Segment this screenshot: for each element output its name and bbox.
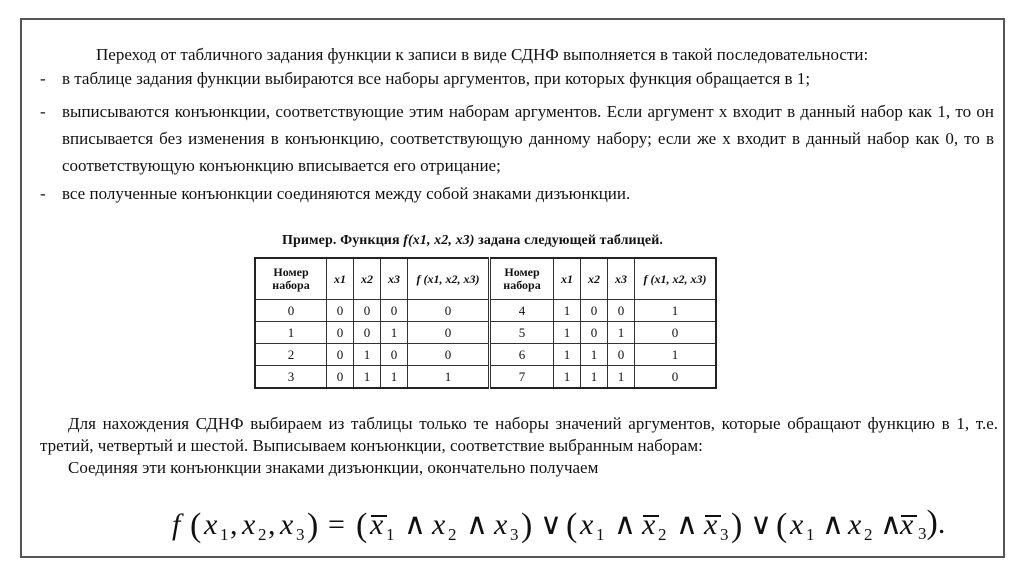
table-cell: 0 <box>408 300 490 322</box>
svg-text:∧: ∧ <box>614 508 636 541</box>
svg-text:x: x <box>642 508 656 541</box>
svg-text:(: ( <box>776 507 788 544</box>
steps-list <box>36 68 994 205</box>
header-function-2: f (x1, x2, x3) <box>635 258 717 300</box>
table-cell: 0 <box>608 344 635 366</box>
table-cell: 0 <box>354 322 381 344</box>
table-cell: 7 <box>490 366 554 389</box>
table-cell: 1 <box>581 344 608 366</box>
svg-text:∧: ∧ <box>880 508 902 541</box>
svg-text:∧: ∧ <box>466 508 488 541</box>
header-x3-2: x3 <box>608 258 635 300</box>
intro-paragraph: Переход от табличного задания функции к записи в виде СДНФ выполняется в такой последовательности: <box>96 45 869 64</box>
header-x3: x3 <box>381 258 408 300</box>
svg-text:2: 2 <box>864 525 873 544</box>
table-cell: 0 <box>327 366 354 389</box>
table-cell: 1 <box>354 344 381 366</box>
svg-text:2: 2 <box>658 525 667 544</box>
svg-text:3: 3 <box>296 525 305 544</box>
svg-text:(: ( <box>356 507 368 544</box>
table-cell: 0 <box>327 300 354 322</box>
svg-text:): ) <box>307 507 319 544</box>
svg-text:(: ( <box>190 507 202 544</box>
table-cell: 1 <box>554 344 581 366</box>
svg-text:x: x <box>704 508 718 541</box>
table-cell: 0 <box>408 322 490 344</box>
table-cell: 1 <box>408 366 490 389</box>
table-cell: 0 <box>354 300 381 322</box>
svg-text:x: x <box>790 508 804 541</box>
table-cell: 6 <box>490 344 554 366</box>
table-cell: 1 <box>354 366 381 389</box>
formula-tail: $_3$). <box>918 504 946 543</box>
svg-text:,: , <box>230 508 238 541</box>
table-cell: 4 <box>490 300 554 322</box>
svg-text:=: = <box>328 508 345 541</box>
svg-text:1: 1 <box>386 525 395 544</box>
example-caption-tail: задана следующей таблицей. <box>474 233 663 248</box>
svg-text:x: x <box>280 508 294 541</box>
svg-text:∨: ∨ <box>750 508 772 541</box>
example-caption-lead: Пример. <box>282 233 337 248</box>
table-row <box>255 366 716 389</box>
table-cell: 0 <box>635 322 717 344</box>
svg-text:∨: ∨ <box>540 508 562 541</box>
table-cell: 3 <box>255 366 327 389</box>
svg-text:x: x <box>432 508 446 541</box>
table-cell: 0 <box>255 300 327 322</box>
header-x1-2: x1 <box>554 258 581 300</box>
svg-text:1: 1 <box>806 525 815 544</box>
table-cell: 1 <box>608 366 635 389</box>
svg-text:2: 2 <box>258 525 267 544</box>
svg-text:3: 3 <box>510 525 519 544</box>
svg-text:f: f <box>172 508 181 541</box>
table-cell: 5 <box>490 322 554 344</box>
table-cell: 2 <box>255 344 327 366</box>
header-set-number: Номер набора <box>255 258 327 300</box>
table-cell: 0 <box>327 344 354 366</box>
svg-text:∧: ∧ <box>404 508 426 541</box>
table-cell: 1 <box>608 322 635 344</box>
table-cell: 1 <box>381 322 408 344</box>
table-cell: 0 <box>635 366 717 389</box>
table-row <box>255 322 716 344</box>
table-cell: 1 <box>381 366 408 389</box>
header-x2: x2 <box>354 258 381 300</box>
table-cell: 0 <box>381 344 408 366</box>
table-cell: 1 <box>581 366 608 389</box>
table-cell: 1 <box>635 344 717 366</box>
header-x1: x1 <box>327 258 354 300</box>
table-cell: 1 <box>554 322 581 344</box>
table-cell: 0 <box>608 300 635 322</box>
svg-text:,: , <box>268 508 276 541</box>
svg-text:1: 1 <box>220 525 229 544</box>
svg-text:(: ( <box>566 507 578 544</box>
example-caption-text: Функция <box>336 233 404 248</box>
svg-text:x: x <box>848 508 862 541</box>
svg-text:x: x <box>580 508 594 541</box>
table-cell: 0 <box>327 322 354 344</box>
svg-text:x: x <box>370 508 384 541</box>
svg-text:2: 2 <box>448 525 457 544</box>
table-cell: 1 <box>255 322 327 344</box>
step-item-2: - выписываются конъюнкции, соответствующие этим наборам аргументов. Если аргумент x входит в данный набор как 1, то он вписывается без изменения в конъюнкцию, соответствующую данному набору; если же x входит в данный набор как 0, то в соответствующую конъюнкцию вписывается его отрицание; <box>36 98 994 179</box>
svg-text:): ) <box>521 507 533 544</box>
conclusion-paragraph: Для нахождения СДНФ выбираем из таблицы только те наборы значений аргументов, которые обращают функцию в 1, т.е. третий, четвертый и шестой. Выписываем конъюнкции, соответствие выбранным наборам: <box>40 414 998 455</box>
table-header-row <box>255 258 716 300</box>
header-set-number-2: Номер набора <box>490 258 554 300</box>
svg-text:3: 3 <box>720 525 729 544</box>
sdnf-formula <box>172 496 932 548</box>
truth-table-container <box>254 257 717 389</box>
svg-text:): ) <box>731 507 743 544</box>
header-function: f (x1, x2, x3) <box>408 258 490 300</box>
svg-text:1: 1 <box>596 525 605 544</box>
table-cell: 0 <box>408 344 490 366</box>
step-item-3: - все полученные конъюнкции соединяются между собой знаками дизъюнкции. <box>36 183 994 205</box>
step-item-1: - в таблице задания функции выбираются все наборы аргументов, при которых функция обращается в 1; <box>36 68 994 90</box>
svg-text:x: x <box>900 508 914 541</box>
table-cell: 1 <box>554 366 581 389</box>
truth-table <box>254 257 717 389</box>
slide <box>20 18 1005 558</box>
example-caption <box>282 233 663 249</box>
table-row <box>255 344 716 366</box>
svg-text:x: x <box>204 508 218 541</box>
svg-text:x: x <box>494 508 508 541</box>
svg-text:∧: ∧ <box>822 508 844 541</box>
table-cell: 1 <box>554 300 581 322</box>
svg-text:∧: ∧ <box>676 508 698 541</box>
table-cell: 0 <box>581 300 608 322</box>
conclusion-paragraph-2: Соединяя эти конъюнкции знаками дизъюнкции, окончательно получаем <box>68 458 599 477</box>
svg-text:x: x <box>242 508 256 541</box>
table-cell: 0 <box>381 300 408 322</box>
table-cell: 1 <box>635 300 717 322</box>
example-caption-func: f(x1, x2, x3) <box>403 233 475 248</box>
header-x2-2: x2 <box>581 258 608 300</box>
table-row <box>255 300 716 322</box>
table-cell: 0 <box>581 322 608 344</box>
